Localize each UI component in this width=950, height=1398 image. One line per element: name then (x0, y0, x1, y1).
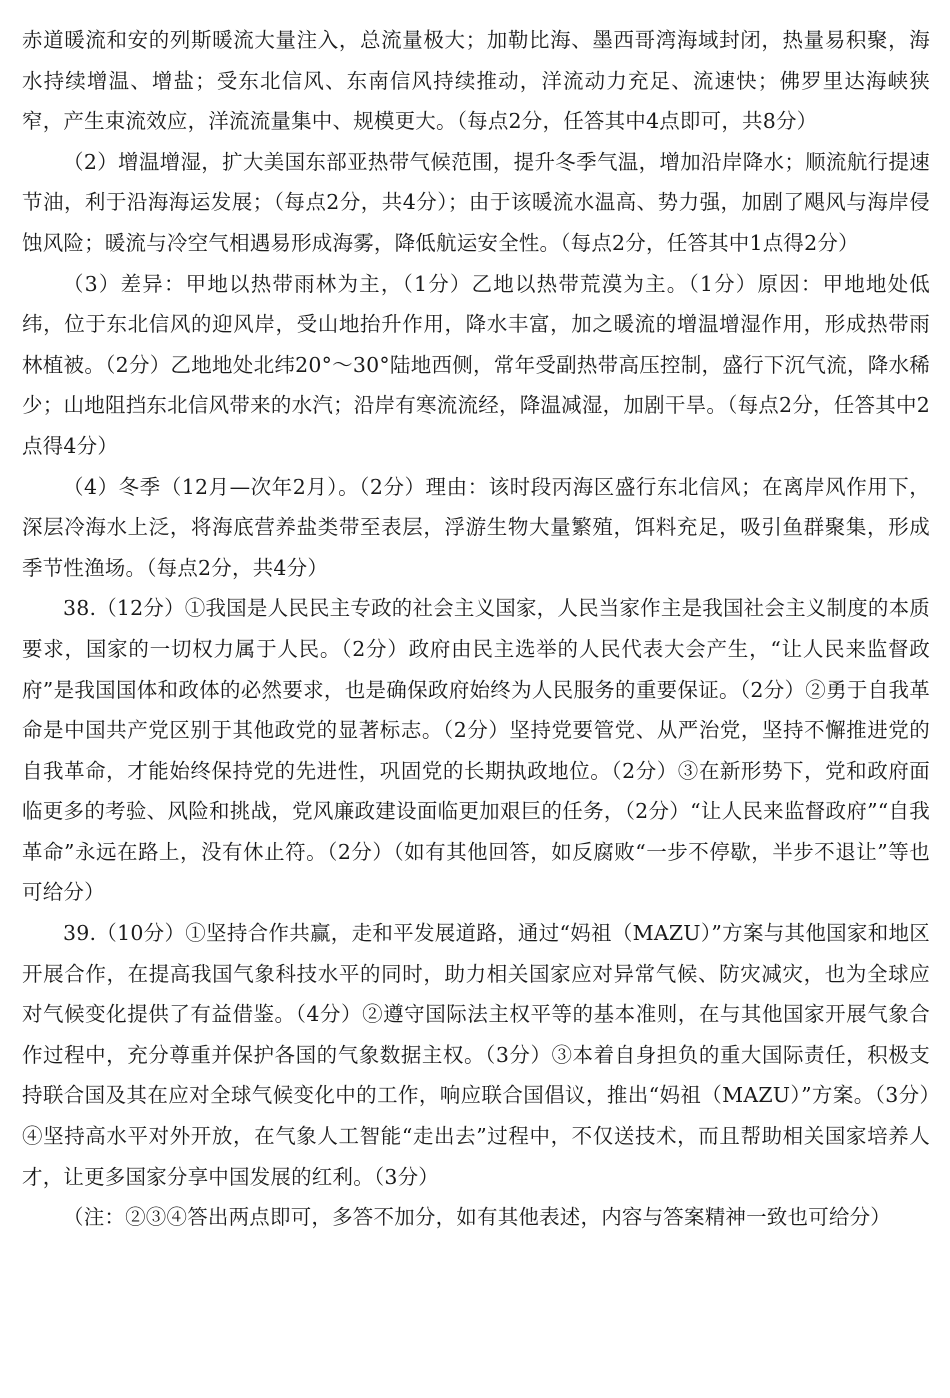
paragraph-q39: 39.（10分）①坚持合作共赢，走和平发展道路，通过“妈祖（MAZU）”方案与其他国家和地区开展合作，在提高我国气象科技水平的同时，助力相关国家应对异常气候、防灾减灾，也为全球应对气候变化提供了有益借鉴。（4分）②遵守国际法主权平等的基本准则，在与其他国家开展气象合作过程中，充分尊重并保护各国的气象数据主权。（3分）③本着自身担负的重大国际责任，积极支持联合国及其在应对全球气候变化中的工作，响应联合国倡议，推出“妈祖（MAZU）”方案。（3分）④坚持高水平对外开放，在气象人工智能“走出去”过程中，不仅送技术，而且帮助相关国家培养人才，让更多国家分享中国发展的红利。（3分） (22, 921, 930, 1189)
answer-document (22, 20, 930, 1238)
paragraph-q37-2: （2）增温增湿，扩大美国东部亚热带气候范围，提升冬季气温，增加沿岸降水；顺流航行提速节油，利于沿海海运发展；（每点2分，共4分）；由于该暖流水温高、势力强，加剧了飓风与海岸侵蚀风险；暖流与冷空气相遇易形成海雾，降低航运安全性。（每点2分，任答其中1点得2分） (22, 149, 930, 255)
paragraph-q37-1-cont: 赤道暖流和安的列斯暖流大量注入，总流量极大；加勒比海、墨西哥湾海域封闭，热量易积聚，海水持续增温、增盐；受东北信风、东南信风持续推动，洋流动力充足、流速快；佛罗里达海峡狭窄，产生束流效应，洋流流量集中、规模更大。（每点2分，任答其中4点即可，共8分） (22, 28, 930, 134)
paragraph-q37-3: （3）差异：甲地以热带雨林为主，（1分）乙地以热带荒漠为主。（1分）原因：甲地地处低纬，位于东北信风的迎风岸，受山地抬升作用，降水丰富，加之暖流的增温增湿作用，形成热带雨林植被。（2分）乙地地处北纬20°～30°陆地西侧，常年受副热带高压控制，盛行下沉气流，降水稀少；山地阻挡东北信风带来的水汽；沿岸有寒流流经，降温减湿，加剧干旱。（每点2分，任答其中2点得4分） (22, 271, 930, 458)
paragraph-q37-4: （4）冬季（12月—次年2月）。（2分）理由：该时段丙海区盛行东北信风；在离岸风作用下，深层冷海水上泛，将海底营养盐类带至表层，浮游生物大量繁殖，饵料充足，吸引鱼群聚集，形成季节性渔场。（每点2分，共4分） (22, 474, 930, 580)
paragraph-note: （注：②③④答出两点即可，多答不加分，如有其他表述，内容与答案精神一致也可给分） (63, 1205, 891, 1230)
paragraph-q38: 38.（12分）①我国是人民民主专政的社会主义国家，人民当家作主是我国社会主义制度的本质要求，国家的一切权力属于人民。（2分）政府由民主选举的人民代表大会产生，“让人民来监督政府”是我国国体和政体的必然要求，也是确保政府始终为人民服务的重要保证。（2分）②勇于自我革命是中国共产党区别于其他政党的显著标志。（2分）坚持党要管党、从严治党，坚持不懈推进党的自我革命，才能始终保持党的先进性，巩固党的长期执政地位。（2分）③在新形势下，党和政府面临更多的考验、风险和挑战，党风廉政建设面临更加艰巨的任务，（2分）“让人民来监督政府”“自我革命”永远在路上，没有休止符。（2分）（如有其他回答，如反腐败“一步不停歇，半步不退让”等也可给分） (22, 596, 930, 905)
